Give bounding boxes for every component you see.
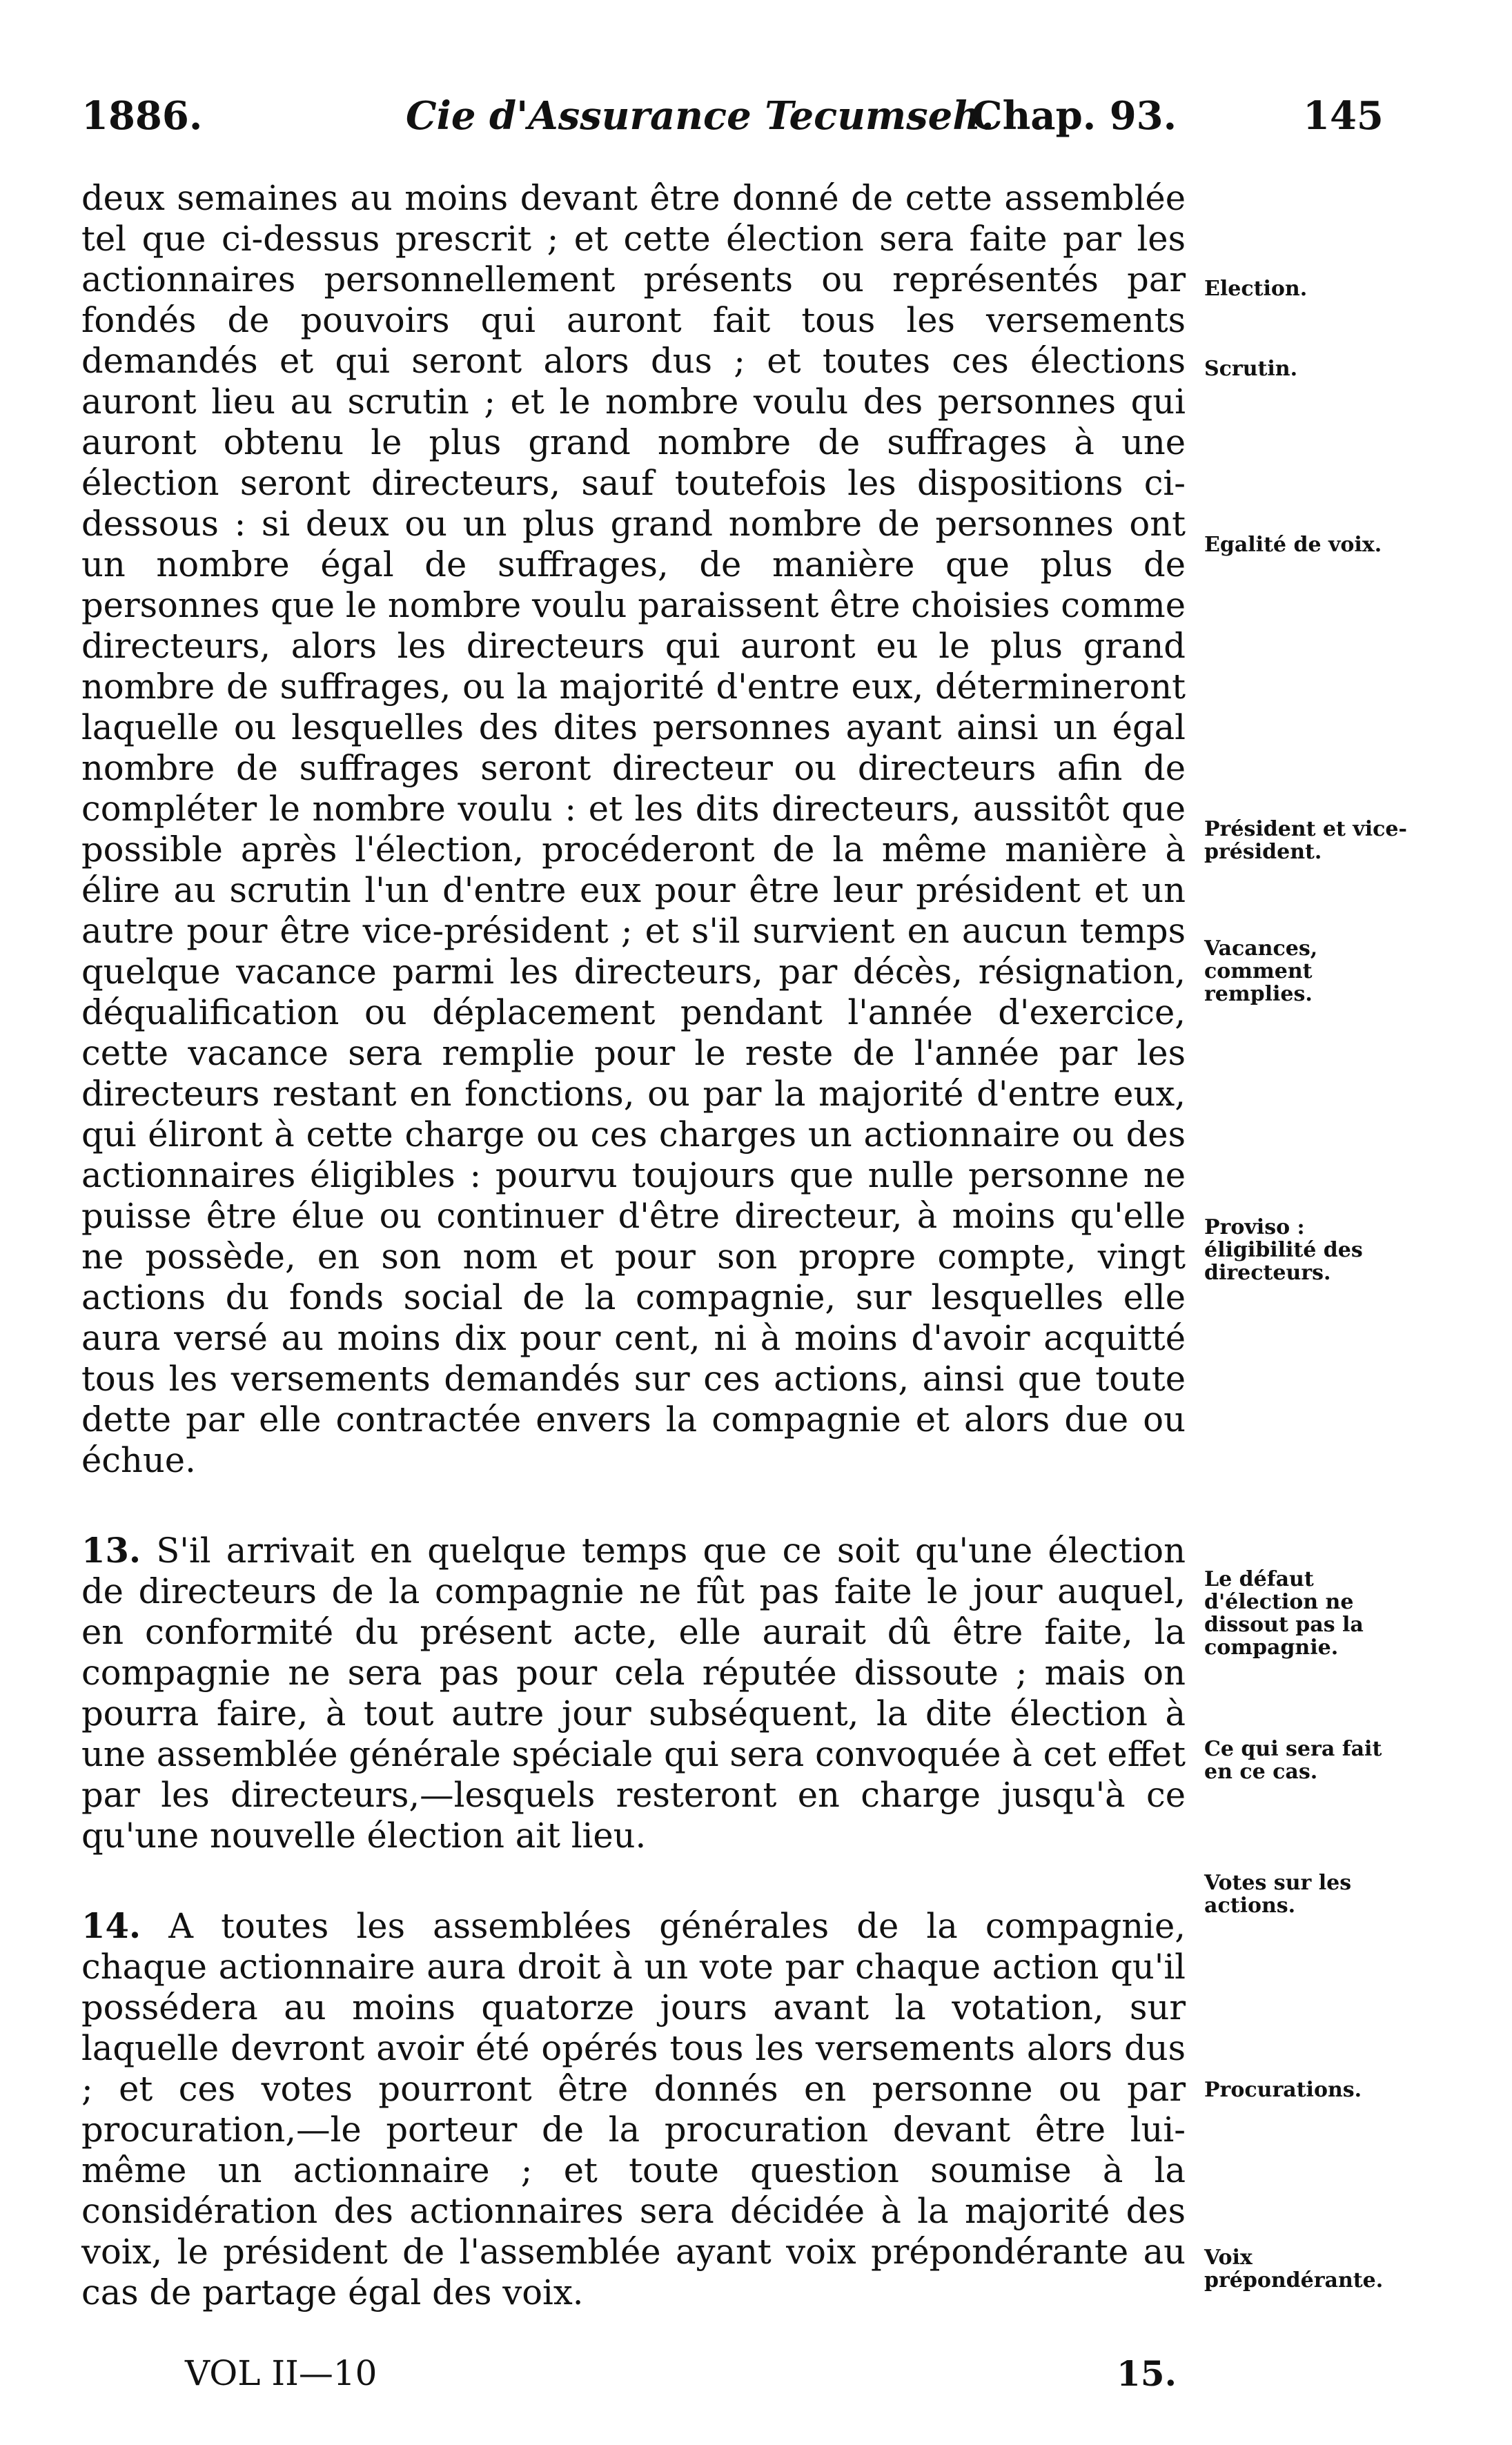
margin-note-votes: Votes sur les actions. [1204, 1871, 1352, 1918]
paragraph-text: deux semaines au moins devant être donné de cette assemblée tel que ci-dessus prescrit ; et cette élection sera faite par les actionnaires personnellement présents ou représentés par fondés de pouvoirs qui auront fait tous les versements demandés et qui seront alors dus ; et toutes ces élections auront lieu au scrutin ; et le nombre voulu des personnes qui auront obtenu le plus grand nombre de suffrages à une élection seront directeurs, sauf toutefois les dispositions ci-dessous : si deux ou un plus grand nombre de personnes ont un nombre égal de suffrages, de manière que plus de personnes que le nombre voulu paraissent être choisies comme directeurs, alors les directeurs qui auront eu le plus grand nombre de suffrages, ou la majorité d'entre eux, détermineront laquelle ou lesquelles des dites personnes ayant ainsi un égal nombre de suffrages seront directeur ou directeurs afin de compléter le nombre voulu : et les dits directeurs, aussitôt que possible après l'élection, procéderont de la même manière à élire au scrutin l'un d'entre eux pour être leur président et un autre pour être vice-président ; et s'il survient en aucun temps quelque vacance parmi les directeurs, par décès, résignation, déqualification ou déplacement pendant l'année d'exercice, cette vacance sera remplie pour le reste de l'année par les directeurs restant en fonctions, ou par la majorité d'entre eux, qui éliront à cette charge ou ces charges un actionnaire ou des actionnaires éligibles : pourvu toujours que nulle personne ne puisse être élue ou continuer d'être directeur, à moins qu'elle ne possède, en son nom et pour son propre compte, vingt actions du fonds social de la compagnie, sur lesquelles elle aura versé au moins dix pour cent, ni à moins d'avoir acquitté tous les versements demandés sur ces actions, ainsi que toute dette par elle contractée envers la compagnie et alors due ou échue. [81, 178, 1186, 1480]
running-head [81, 93, 1384, 155]
running-head-chapter: Chap. 93. [972, 93, 1177, 139]
volume-mark: VOL II—10 [185, 2353, 377, 2393]
running-head-title: Cie d'Assurance Tecumseh. [406, 93, 994, 139]
margin-note-election: Election. [1204, 277, 1308, 301]
page-number: 145 [1303, 93, 1384, 139]
paragraph-text: A toutes les assemblées générales de la compagnie, chaque actionnaire aura droit à un vote par chaque action qu'il possédera au moins quatorze jours avant la votation, sur laquelle devront avoir été opérés tous les versements alors dus ; et ces votes pourront être donnés en personne ou par procuration,—le porteur de la procuration devant être lui-même un actionnaire ; et toute question soumise à la considération des actionnaires sera décidée à la majorité des voix, le président de l'assemblée ayant voix prépondérante au cas de partage égal des voix. [81, 1906, 1186, 2313]
margin-note-vacances: Vacances, comment remplies. [1204, 936, 1318, 1006]
margin-note-president: Président et vice-président. [1204, 817, 1407, 864]
margin-note-defaut-election: Le défaut d'élection ne dissout pas la compagnie. [1204, 1567, 1364, 1660]
paragraph-text: S'il arrivait en quelque temps que ce soit qu'une élection de directeurs de la compagnie ne fût pas faite le jour auquel, en conformité du présent acte, elle aurait dû être faite, la compagnie ne sera pas pour cela réputée dissoute ; mais on pourra faire, à tout autre jour subséquent, la dite élection à une assemblée générale spéciale qui sera convoquée à cet effet par les directeurs,—lesquels resteront en charge jusqu'à ce qu'une nouvelle élection ait lieu. [81, 1531, 1186, 1856]
section-number: 13. [81, 1531, 141, 1571]
section-14 [81, 1906, 1186, 2313]
body-text [81, 178, 1186, 2313]
margin-note-scrutin: Scrutin. [1204, 357, 1298, 381]
paragraph-continuation [81, 178, 1186, 1481]
section-number: 14. [81, 1906, 141, 1946]
signature-mark: 15. [1117, 2353, 1177, 2394]
running-head-year: 1886. [81, 93, 203, 139]
footer [81, 2353, 1220, 2402]
margin-note-egalite: Egalité de voix. [1204, 533, 1382, 557]
margin-note-procurations: Procurations. [1204, 2078, 1362, 2102]
margin-note-ce-qui-sera-fait: Ce qui sera fait en ce cas. [1204, 1737, 1382, 1784]
margin-note-voix-preponderante: Voix prépondérante. [1204, 2246, 1384, 2292]
section-13 [81, 1531, 1186, 1856]
margin-note-proviso: Proviso : éligibilité des directeurs. [1204, 1215, 1363, 1285]
